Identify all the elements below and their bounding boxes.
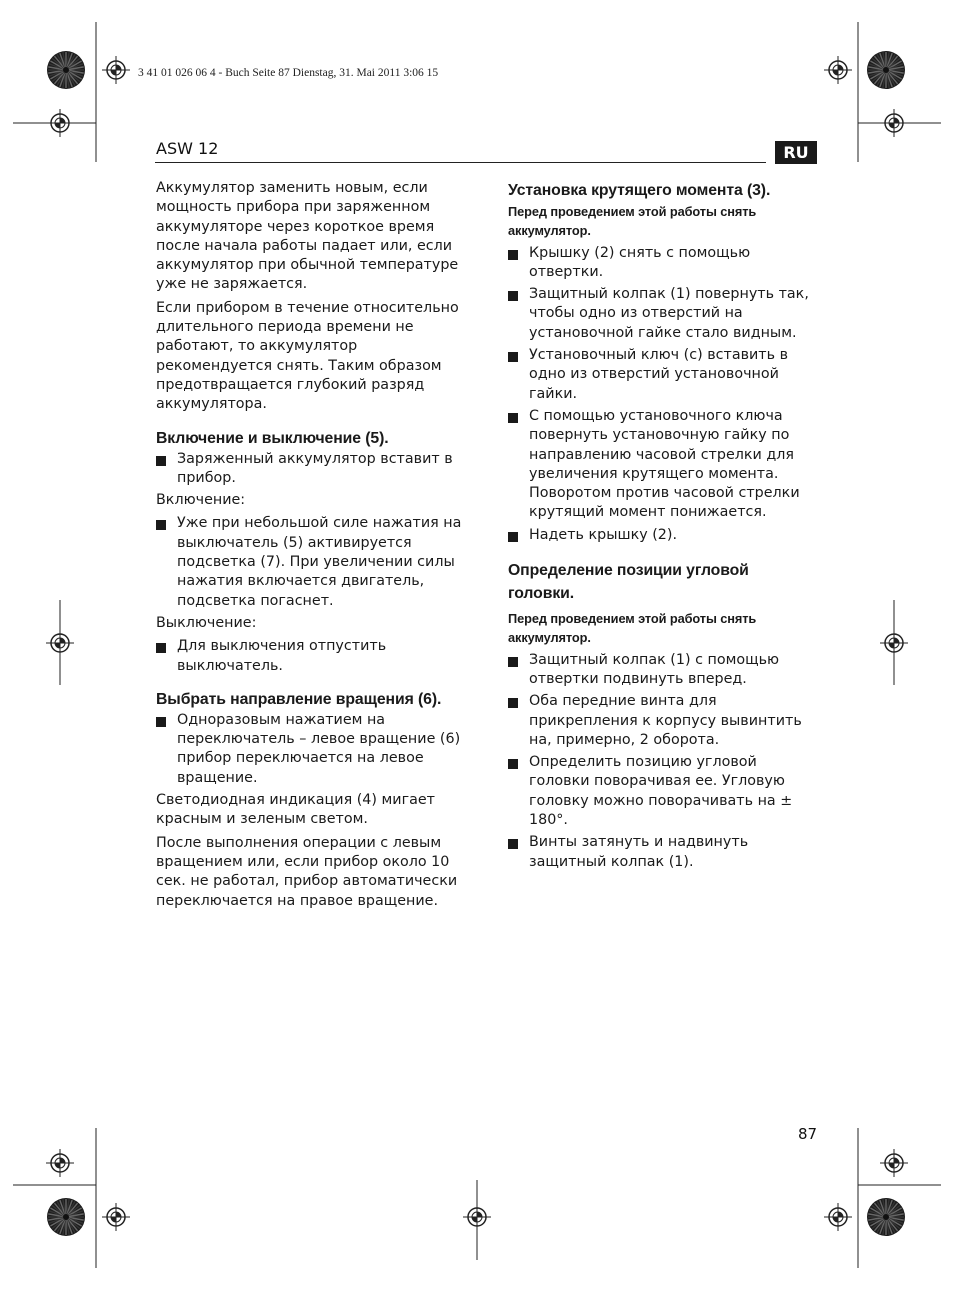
switching-off-list bbox=[156, 637, 468, 676]
off-label: Выключение: bbox=[156, 614, 257, 631]
registration-target-icon bbox=[880, 629, 908, 657]
list-item: Одноразовым нажатием на переключатель – левое вращение (6) прибор переключается на левое вращение. bbox=[156, 711, 468, 788]
on-label: Включение: bbox=[156, 492, 246, 509]
list-item: Установочный ключ (с) вставить в одно из отверстий установочной гайки. bbox=[508, 346, 814, 404]
list-item: Уже при небольшой силе нажатия на выключатель (5) активируется подсветка (7). При увеличении силы нажатия включается двигатель, подсветка погаснет. bbox=[156, 514, 468, 610]
list-item: Винты затянуть и надвинуть защитный колпак (1). bbox=[508, 833, 814, 872]
page-number: 87 bbox=[798, 1125, 818, 1143]
registration-target-icon bbox=[824, 1203, 852, 1231]
torque-steps bbox=[508, 244, 814, 545]
color-wheel-icon bbox=[47, 51, 85, 89]
page-header-title: ASW 12 bbox=[156, 139, 219, 158]
list-item: Определить позицию угловой головки поворачивая ее. Угловую головку можно поворачивать на ± 180°. bbox=[508, 753, 814, 830]
list-item: Для выключения отпустить выключатель. bbox=[156, 637, 468, 676]
list-item: Защитный колпак (1) с помощью отвертки подвинуть вперед. bbox=[508, 651, 814, 690]
list-item: Защитный колпак (1) повернуть так, чтобы одно из отверстий на установочной гайке стало видным. bbox=[508, 285, 814, 343]
switching-list bbox=[156, 450, 468, 489]
intro-paragraph: Аккумулятор заменить новым, если мощность прибора при заряженном аккумуляторе через короткое время после начала работы падает или, если аккумулятор при обычной температуре уже не заряжается. bbox=[156, 180, 459, 293]
switching-on-list bbox=[156, 514, 468, 610]
registration-target-icon bbox=[46, 629, 74, 657]
right-column bbox=[508, 179, 814, 875]
angle-head-steps bbox=[508, 651, 814, 872]
print-slug-line: 3 41 01 026 06 4 - Buch Seite 87 Dienstag, 31. Mai 2011 3:06 15 bbox=[138, 67, 439, 79]
color-wheel-icon bbox=[867, 51, 905, 89]
rotation-list bbox=[156, 711, 468, 788]
list-item: Заряженный аккумулятор вставит в прибор. bbox=[156, 450, 468, 489]
rotation-paragraph: Светодиодная индикация (4) мигает красным и зеленым светом. bbox=[156, 792, 435, 828]
color-wheel-icon bbox=[47, 1198, 85, 1236]
header-rule bbox=[155, 162, 766, 163]
list-item: Оба передние винта для прикрепления к корпусу вывинтить на, примерно, 2 оборота. bbox=[508, 692, 814, 750]
registration-target-icon bbox=[880, 1149, 908, 1177]
registration-target-icon bbox=[880, 109, 908, 137]
rotation-paragraph: После выполнения операции с левым вращением или, если прибор около 10 сек. не работал, прибор автоматически переключается на правое вращение. bbox=[156, 834, 458, 909]
list-item: Надеть крышку (2). bbox=[508, 526, 814, 545]
angle-head-warning: Перед проведением этой работы снять аккумулятор. bbox=[508, 611, 757, 646]
left-column bbox=[156, 179, 468, 915]
section-heading-torque: Установка крутящего момента (3). bbox=[508, 182, 771, 199]
registration-target-icon bbox=[463, 1203, 491, 1231]
intro-paragraph: Если прибором в течение относительно длительного периода времени не работают, то аккумулятор рекомендуется снять. Таким образом предотвращается глубокий разряд аккумулятора. bbox=[156, 299, 459, 413]
section-heading-angle-head: Определение позиции угловой головки. bbox=[508, 562, 749, 603]
list-item: С помощью установочного ключа повернуть установочную гайку по направлению часовой стрелки для увеличения крутящего момента. Поворотом против часовой стрелки крутящий момент понижается. bbox=[508, 407, 814, 523]
registration-target-icon bbox=[46, 1149, 74, 1177]
section-heading-switching: Включение и выключение (5). bbox=[156, 429, 389, 447]
registration-target-icon bbox=[102, 56, 130, 84]
color-wheel-icon bbox=[867, 1198, 905, 1236]
list-item: Крышку (2) снять с помощью отвертки. bbox=[508, 244, 814, 283]
registration-target-icon bbox=[824, 56, 852, 84]
section-heading-rotation: Выбрать направление вращения (6). bbox=[156, 690, 442, 708]
registration-target-icon bbox=[46, 109, 74, 137]
torque-warning: Перед проведением этой работы снять аккумулятор. bbox=[508, 204, 757, 239]
registration-target-icon bbox=[102, 1203, 130, 1231]
language-badge: RU bbox=[775, 141, 817, 164]
